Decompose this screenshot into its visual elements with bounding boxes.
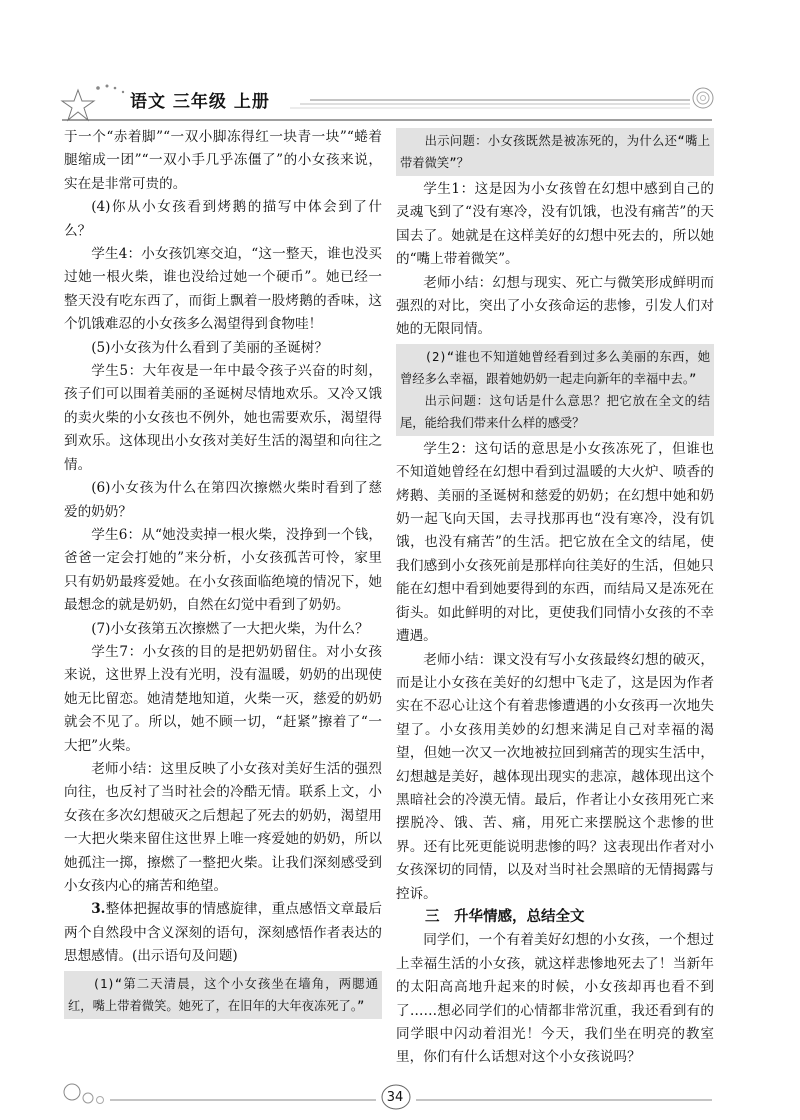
quote-box	[396, 344, 714, 436]
paragraph: 学生7：小女孩的目的是把奶奶留住。对小女孩来说，这世界上没有光明，没有温暖，奶奶的出现使她无比留恋。她清楚地知道，火柴一灭，慈爱的奶奶就会不见了。所以，她不顾一切，“赶紧”擦着了“一大把”火柴。	[64, 643, 382, 754]
paragraph: 学生4：小女孩饥寒交迫，“这一整天，谁也没买过她一根火柴，谁也没给过她一个硬币”。她已经一整天没有吃东西了，而街上飘着一股烤鹅的香味，这个饥饿难忍的小女孩多么渴望得到食物哇！	[64, 246, 382, 333]
section-heading: 三 升华情感，总结全文	[425, 908, 585, 925]
paragraph: 学生6：从“她没卖掉一根火柴，没挣到一个钱，爸爸一定会打她的”来分析，小女孩孤苦可怜，家里只有奶奶最疼爱她。在小女孩面临绝境的情况下，她最想念的就是奶奶，自然在幻觉中看到了奶奶。	[64, 526, 382, 614]
question: (6)小女孩为什么在第四次擦燃火柴时看到了慈爱的奶奶？	[64, 480, 382, 520]
paragraph: 于一个“赤着脚”“一双小脚冻得红一块青一块”“蜷着腿缩成一团”“一双小手几乎冻僵了”的小女孩来说，实在是非常可贵的。	[64, 129, 382, 192]
left-column	[64, 126, 382, 1021]
paragraph: 学生1：这是因为小女孩曾在幻想中感到自己的灵魂飞到了“没有寒冷，没有饥饿，也没有痛苦”的天国去了。她就是在这样美好的幻想中死去的，所以她的“嘴上带着微笑”。	[396, 181, 714, 268]
book-title: 语文 三年级 上册	[130, 92, 270, 112]
step-text: 整体把握故事的情感旋律，重点感悟文章最后两个自然段中含义深刻的语句，深刻感悟作者表达的思想感情。(出示语句及问题)	[64, 901, 382, 965]
quote-text: (1)“第二天清晨，这个小女孩坐在墙角，两腮通红，嘴上带着微笑。她死了，在旧年的大年夜冻死了。”	[68, 976, 378, 1013]
quote-box	[64, 971, 382, 1019]
right-column	[396, 126, 714, 1070]
quote-text: (2)“谁也不知道她曾经看到过多么美丽的东西，她曾经多么幸福，跟着她奶奶一起走向新年的幸福中去。”	[400, 349, 710, 386]
paragraph: 学生2：这句话的意思是小女孩冻死了，但谁也不知道她曾经在幻想中看到过温暖的大火炉、喷香的烤鹅、美丽的圣诞树和慈爱的奶奶；在幻想中她和奶奶一起飞向天国，去寻找那再也“没有寒冷，没有饥饿，也没有痛苦”的生活。把它放在全文的结尾，使我们感到小女孩死前是那样向往美好的生活，但她只能在幻想中看到她要得到的东西，而结局又是冻死在街头。如此鲜明的对比，更使我们同情小女孩的不幸遭遇。	[396, 440, 714, 645]
question-text: 出示问题：这句话是什么意思？把它放在全文的结尾，能给我们带来什么样的感受？	[400, 393, 710, 430]
question: (4)你从小女孩看到烤鹅的描写中体会到了什么？	[64, 199, 382, 239]
paragraph: 学生5：大年夜是一年中最令孩子兴奋的时刻，孩子们可以围着美丽的圣诞树尽情地欢乐。又冷又饿的卖火柴的小女孩也不例外，她也需要欢乐，渴望得到欢乐。这体现出小女孩对美好生活的渴望和向往之情。	[64, 363, 382, 473]
question: (5)小女孩为什么看到了美丽的圣诞树？	[91, 339, 328, 356]
paragraph: 同学们，一个有着美好幻想的小女孩，一个想过上幸福生活的小女孩，就这样悲惨地死去了！当新年的太阳高高地升起来的时候，小女孩却再也看不到了……想必同学们的心情都非常沉重，我还看到有的同学眼中闪动着泪光！今天，我们坐在明亮的教室里，你们有什么话想对这个小女孩说吗？	[396, 932, 714, 1066]
header-decoration	[0, 0, 800, 130]
step-number: 3.	[91, 901, 106, 918]
teacher-summary: 老师小结：这里反映了小女孩对美好生活的强烈向往，也反衬了当时社会的冷酷无情。联系上文，小女孩在多次幻想破灭之后想起了死去的奶奶，渴望用一大把火柴来留住这世界上唯一疼爱她的奶奶，所以她孤注一掷，擦燃了一整把火柴。让我们深刻感受到小女孩内心的痛苦和绝望。	[64, 760, 382, 894]
question-text: 出示问题：小女孩既然是被冻死的，为什么还“嘴上带着微笑”？	[400, 134, 710, 170]
teacher-summary: 老师小结：课文没有写小女孩最终幻想的破灭，而是让小女孩在美好的幻想中飞走了，这是因为作者实在不忍心让这个有着悲惨遭遇的小女孩再一次地失望了。小女孩用美妙的幻想来满足自己对幸福的渴望，但她一次又一次地被拉回到痛苦的现实生活中，幻想越是美好，越体现出现实的悲凉，越体现出这个黑暗社会的冷漠无情。最后，作者让小女孩用死亡来摆脱冷、饿、苦、痛，用死亡来摆脱这个悲惨的世界。还有比死更能说明悲惨的吗？这表现出作者对小女孩深切的同情，以及对当时社会黑暗的无情揭露与控诉。	[396, 651, 714, 902]
teacher-summary: 老师小结：幻想与现实、死亡与微笑形成鲜明而强烈的对比，突出了小女孩命运的悲惨，引发人们对她的无限同情。	[396, 274, 714, 338]
page-number: 34	[386, 1090, 404, 1105]
swirl-icon	[693, 88, 713, 108]
star-icon	[62, 90, 94, 120]
question-box	[396, 128, 714, 176]
step-paragraph	[64, 898, 382, 968]
page-header	[0, 0, 800, 130]
question: (7)小女孩第五次擦燃了一大把火柴，为什么？	[91, 620, 369, 637]
